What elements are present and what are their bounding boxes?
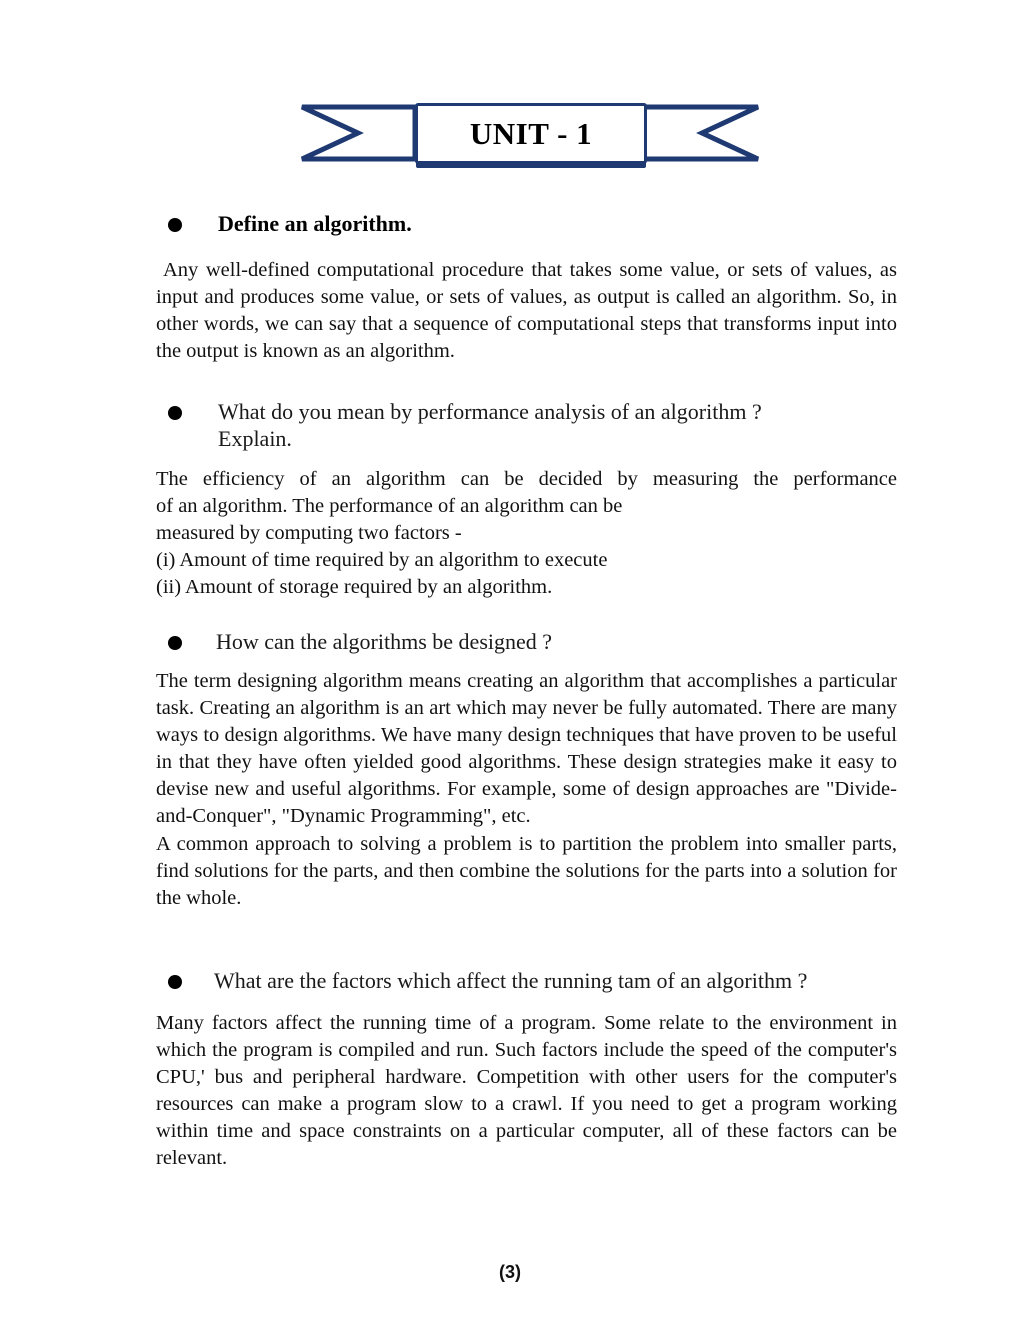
question-4 xyxy=(168,967,807,994)
answer-2-line: of an algorithm. The performance of an algorithm can be xyxy=(156,495,623,518)
answer-3 xyxy=(156,668,897,912)
bullet-icon xyxy=(168,218,182,232)
question-3-text: How can the algorithms be designed ? xyxy=(216,629,553,654)
question-3 xyxy=(168,628,552,655)
answer-2-line: measured by computing two factors - xyxy=(156,522,462,545)
bullet-icon xyxy=(168,636,182,650)
answer-3-paragraph-1: The term designing algorithm means creating an algorithm that accomplishes a particular task. Creating an algorithm is an art which may never be fully automated. There are many ways to design algorithms. We have many design techniques that have proven to be useful in that they have often yielded good algorithms. These design strategies make it easy to devise new and useful algorithms. For example, some of design approaches are "Divide-and-Conquer", "Dynamic Programming", etc. xyxy=(156,670,897,828)
question-2-line-2: Explain. xyxy=(218,426,292,451)
answer-1: Any well-defined computational procedure that takes some value, or sets of values, as input and produces some value, or sets of values, as output is called an algorithm. So, in other words, we can say that a sequence of computational steps that transforms input into the output is known as an algorithm. xyxy=(156,259,897,363)
unit-title: UNIT - 1 xyxy=(469,115,593,151)
unit-title-box xyxy=(415,103,647,164)
question-1 xyxy=(168,210,412,237)
answer-2-line: The efficiency of an algorithm can be decided by measuring the performance xyxy=(156,468,897,490)
answer-4: Many factors affect the running time of a program. Some relate to the environment in which the program is compiled and run. Such factors include the speed of the computer's CPU,' bus and peripheral hardware. Competition with other users for the computer's resources can make a program slow to a crawl. If you need to get a program working within time and space constraints on a particular computer, all of these factors can be relevant. xyxy=(156,1012,897,1170)
page-number: (3) xyxy=(499,1262,521,1282)
question-2-text xyxy=(218,398,762,452)
answer-2-line: (ii) Amount of storage required by an algorithm. xyxy=(156,576,553,599)
bullet-icon xyxy=(168,975,182,989)
question-1-text: Define an algorithm. xyxy=(218,211,412,236)
bullet-icon xyxy=(168,406,182,420)
question-2 xyxy=(168,398,762,452)
answer-2-line: (i) Amount of time required by an algorithm to execute xyxy=(156,549,608,572)
question-2-line-1: What do you mean by performance analysis of an algorithm ? xyxy=(218,399,762,424)
unit-banner xyxy=(296,97,766,172)
question-4-text: What are the factors which affect the running tam of an algorithm ? xyxy=(214,968,808,993)
answer-3-paragraph-2: A common approach to solving a problem is to partition the problem into smaller parts, find solutions for the parts, and then combine the solutions for the parts into a solution for the whole. xyxy=(156,832,897,909)
answer-2 xyxy=(156,466,897,601)
